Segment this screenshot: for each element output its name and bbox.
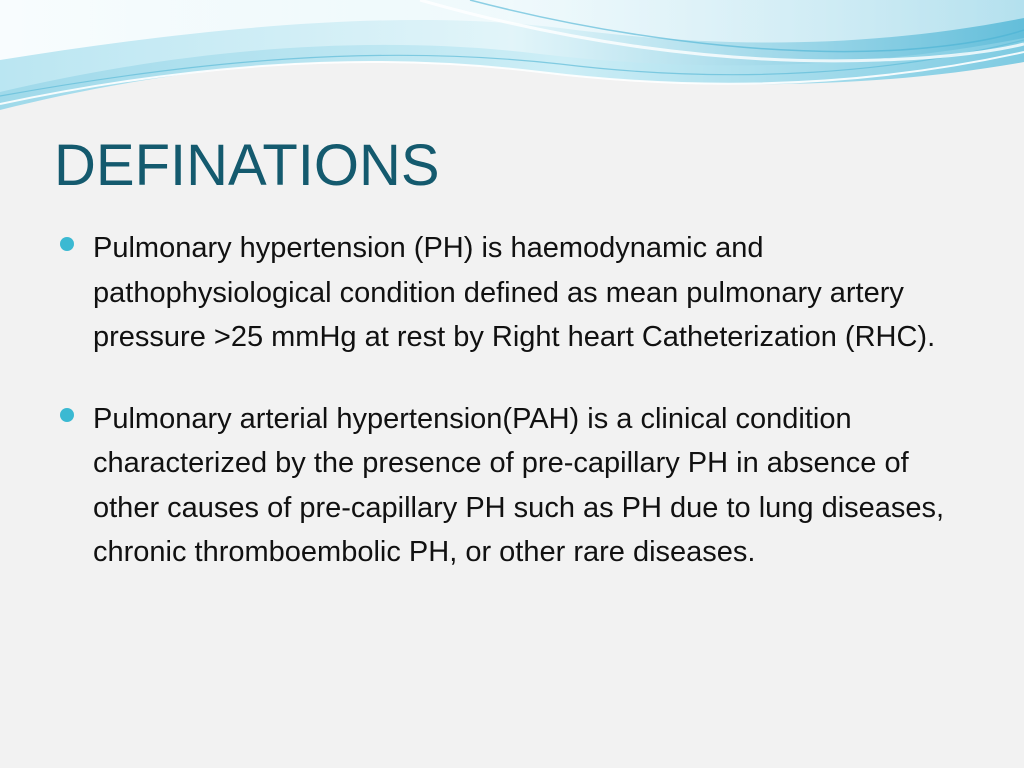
- slide-title: DEFINATIONS: [54, 133, 440, 198]
- bullet-marker-icon: [60, 237, 74, 251]
- bullet-text: Pulmonary hypertension (PH) is haemodynamic and pathophysiological condition defined as mean pulmonary artery pressure >25 mmHg at rest by Right heart Catheterization (RHC).: [93, 232, 936, 353]
- bullet-text: Pulmonary arterial hypertension(PAH) is a clinical condition characterized by the presence of pre-capillary PH in absence of other causes of pre-capillary PH such as PH due to lung diseases, chronic thromboembolic PH, or other rare diseases.: [93, 402, 945, 568]
- bullet-list: [58, 226, 958, 575]
- bullet-marker-icon: [60, 408, 74, 422]
- header-wave-decoration: [0, 0, 1024, 130]
- bullet-item-pah-definition: [58, 397, 958, 575]
- bullet-item-ph-definition: [58, 226, 958, 360]
